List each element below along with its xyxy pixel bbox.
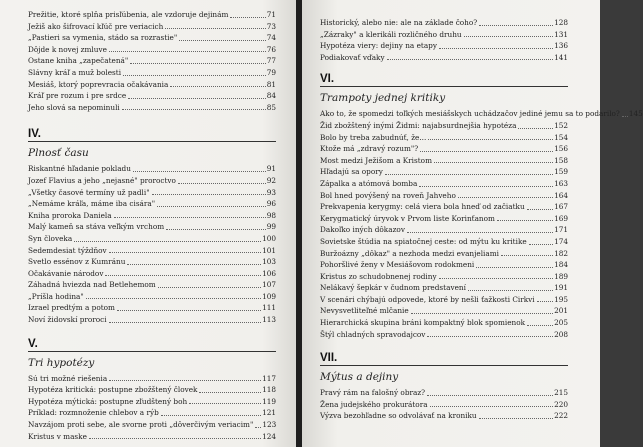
toc-entry bbox=[320, 317, 568, 329]
dot-leader bbox=[89, 431, 261, 440]
toc-page-number: 85 bbox=[266, 102, 276, 112]
toc-page-number: 79 bbox=[266, 67, 276, 77]
section-number: V. bbox=[28, 337, 38, 350]
toc-entry-title: Ktože má „zdravý rozum"? bbox=[320, 144, 419, 154]
toc-page-number: 169 bbox=[554, 213, 568, 223]
toc-page-number: 136 bbox=[554, 41, 568, 51]
toc-entry bbox=[320, 282, 568, 294]
toc-entry bbox=[28, 175, 276, 187]
toc-entry-title: Syn človeka bbox=[28, 233, 73, 243]
toc-entry-title: Výzva bezohľadne so odvolávať na kroniku bbox=[320, 411, 477, 421]
dot-leader bbox=[157, 198, 266, 207]
toc-entry bbox=[320, 248, 568, 260]
dot-leader bbox=[430, 399, 554, 408]
toc-entry-title: Nevysvetliteľné mlčanie bbox=[320, 306, 409, 316]
toc-page-number: 111 bbox=[262, 303, 276, 313]
dot-leader bbox=[189, 396, 261, 405]
toc-entry bbox=[320, 399, 568, 411]
dot-leader bbox=[152, 187, 266, 196]
toc-entry bbox=[320, 224, 568, 236]
toc-page-number: 107 bbox=[262, 280, 276, 290]
toc-entry-title: Bol hned povýšený na roveň Jahveho bbox=[320, 190, 456, 200]
toc-entry-title: V scenári chýbajú odpovede, ktoré by nešli ťažkosti Cirkvi bbox=[320, 294, 535, 304]
dot-leader bbox=[476, 259, 553, 268]
section-title: Plnosť času bbox=[28, 147, 89, 160]
toc-page-number: 208 bbox=[554, 329, 568, 339]
toc-entry-title: Podiakovať vďaky bbox=[320, 52, 385, 62]
toc-entry-title: Jeho slová sa nepominuli bbox=[28, 102, 120, 112]
dot-leader bbox=[419, 178, 553, 187]
toc-entry-title: Bolo by treba zabudnúť, že... bbox=[320, 132, 427, 142]
toc-entry bbox=[320, 108, 643, 120]
toc-entry bbox=[28, 90, 276, 102]
dot-leader bbox=[501, 248, 553, 257]
toc-entry-title: Hľadajú sa opory bbox=[320, 167, 383, 177]
dot-leader bbox=[529, 236, 553, 245]
dot-leader bbox=[109, 314, 261, 323]
dot-leader bbox=[518, 120, 553, 129]
section-rule bbox=[320, 86, 568, 87]
toc-entry bbox=[28, 198, 276, 210]
toc-page-number: 100 bbox=[262, 233, 276, 243]
toc-entry-title: Zápalka a atómová bomba bbox=[320, 178, 418, 188]
dot-leader bbox=[439, 271, 554, 280]
toc-page-number: 93 bbox=[266, 187, 276, 197]
dot-leader bbox=[133, 163, 266, 172]
left-toc-column bbox=[28, 0, 276, 442]
dot-leader bbox=[622, 108, 628, 117]
toc-entry bbox=[28, 256, 276, 268]
toc-entry bbox=[28, 396, 276, 408]
toc-entry bbox=[320, 305, 568, 317]
toc-entry bbox=[320, 52, 568, 64]
toc-entry-title: Kristus v maske bbox=[28, 431, 87, 441]
toc-page-number: 158 bbox=[554, 155, 568, 165]
toc-page-number: 92 bbox=[266, 175, 276, 185]
toc-page-number: 152 bbox=[554, 120, 568, 130]
toc-entry-title: Žena judejského prokurátora bbox=[320, 399, 428, 409]
toc-page-number: 71 bbox=[266, 10, 276, 19]
left-page bbox=[0, 0, 298, 447]
toc-page-number: 117 bbox=[262, 373, 276, 383]
toc-page-number: 76 bbox=[266, 44, 276, 54]
toc-entry bbox=[28, 67, 276, 79]
toc-entry bbox=[320, 201, 568, 213]
toc-page-number: 164 bbox=[554, 190, 568, 200]
dot-leader bbox=[427, 387, 553, 396]
toc-page-number: 222 bbox=[554, 411, 568, 421]
dot-leader bbox=[434, 155, 553, 164]
toc-page-number: 124 bbox=[262, 431, 276, 441]
toc-entry bbox=[320, 387, 568, 399]
toc-page-number: 184 bbox=[554, 260, 568, 270]
dot-leader bbox=[170, 79, 265, 88]
dot-leader bbox=[537, 294, 553, 303]
toc-page-number: 154 bbox=[554, 132, 568, 142]
dot-leader bbox=[385, 166, 553, 175]
toc-page-number: 131 bbox=[554, 29, 568, 39]
toc-entry bbox=[320, 155, 568, 167]
toc-entry bbox=[320, 120, 568, 132]
toc-entry bbox=[28, 221, 276, 233]
section-number: VII. bbox=[320, 352, 338, 365]
toc-entry-title: Záhadná hviezda nad Betlehemom bbox=[28, 280, 156, 290]
toc-entry-title: „Nemáme kráľa, máme iba cisára" bbox=[28, 199, 156, 209]
toc-page-number: 145 bbox=[628, 109, 643, 119]
toc-entry-title: Kniha proroka Daniela bbox=[28, 210, 112, 220]
toc-page-number: 101 bbox=[262, 245, 276, 255]
toc-page-number: 141 bbox=[554, 52, 568, 62]
section-rule bbox=[28, 351, 276, 352]
dot-leader bbox=[411, 305, 553, 314]
toc-entry bbox=[320, 259, 568, 271]
toc-entry bbox=[28, 407, 276, 419]
toc-page-number: 189 bbox=[554, 271, 568, 281]
toc-page-number: 171 bbox=[554, 225, 568, 235]
dot-leader bbox=[128, 90, 266, 99]
dot-leader bbox=[479, 17, 553, 26]
toc-page-number: 191 bbox=[554, 283, 568, 293]
toc-entry bbox=[320, 410, 568, 422]
toc-entry-title: Kráľ pre rozum i pre srdce bbox=[28, 91, 127, 101]
toc-entry bbox=[320, 213, 568, 225]
toc-page-number: 91 bbox=[266, 164, 276, 174]
toc-entry-title: Prekvapenia kerygmy: celá viera bola hneď od začiatku bbox=[320, 202, 525, 212]
toc-page-number: 77 bbox=[266, 56, 276, 66]
toc-page-number: 128 bbox=[554, 18, 568, 27]
toc-page-number: 103 bbox=[262, 257, 276, 267]
toc-entry-title: „Príšla hodina" bbox=[28, 291, 84, 301]
toc-page-number: 205 bbox=[554, 318, 568, 328]
toc-entry bbox=[28, 163, 276, 175]
toc-entry-title: Pohoršlivé ženy v Mesiášovom rodokmeni bbox=[320, 260, 475, 270]
toc-entry bbox=[28, 32, 276, 44]
toc-entry bbox=[28, 9, 276, 21]
toc-page-number: 113 bbox=[262, 315, 276, 325]
dot-leader bbox=[427, 329, 553, 338]
dot-leader bbox=[86, 291, 261, 300]
toc-entry-title: Hypotéza kritická: postupne zbožštený človek bbox=[28, 385, 198, 395]
dot-leader bbox=[123, 67, 266, 76]
toc-page-number: 99 bbox=[266, 222, 276, 232]
toc-entry-title: Kristus zo schudobnenej rodiny bbox=[320, 271, 437, 281]
toc-page-number: 167 bbox=[554, 202, 568, 212]
dot-leader bbox=[439, 40, 553, 49]
toc-entry-title: Očakávanie národov bbox=[28, 268, 104, 278]
toc-page-number: 201 bbox=[554, 306, 568, 316]
toc-page-number: 163 bbox=[554, 178, 568, 188]
section-rule bbox=[320, 365, 568, 366]
toc-entry-title: Sedemdesiat týždňov bbox=[28, 245, 107, 255]
dot-leader bbox=[428, 132, 553, 141]
dot-leader bbox=[130, 55, 265, 64]
dot-leader bbox=[527, 317, 553, 326]
section-number: VI. bbox=[320, 73, 335, 86]
section-number: IV. bbox=[28, 128, 42, 141]
dot-leader bbox=[109, 245, 261, 254]
section-rule bbox=[28, 141, 276, 142]
toc-entry-title: Štýl chladných spravodajcov bbox=[320, 329, 426, 339]
toc-page-number: 159 bbox=[554, 167, 568, 177]
dot-leader bbox=[161, 407, 261, 416]
toc-entry bbox=[28, 373, 276, 385]
toc-entry bbox=[320, 178, 568, 190]
toc-entry bbox=[28, 268, 276, 280]
dot-leader bbox=[179, 32, 266, 41]
toc-entry-title: Izrael predtým a potom bbox=[28, 303, 115, 313]
dot-leader bbox=[255, 419, 261, 428]
right-toc-column bbox=[320, 0, 643, 422]
toc-entry bbox=[28, 245, 276, 257]
dot-leader bbox=[464, 29, 553, 38]
dot-leader bbox=[407, 224, 553, 233]
toc-entry-title: Príklad: rozmnoženie chlebov a rýb bbox=[28, 408, 159, 418]
toc-entry bbox=[320, 132, 568, 144]
toc-entry-title: Most medzi Ježišom a Kristom bbox=[320, 155, 432, 165]
toc-entry-title: Navzájom proti sebe, ale svorne proti „dôverčivým veriacim" bbox=[28, 420, 254, 430]
dot-leader bbox=[178, 175, 266, 184]
toc-entry bbox=[28, 419, 276, 431]
toc-entry bbox=[28, 210, 276, 222]
dot-leader bbox=[105, 268, 261, 277]
toc-entry bbox=[28, 44, 276, 56]
toc-entry-title: „Všetky časové termíny už padli" bbox=[28, 187, 150, 197]
toc-entry bbox=[28, 279, 276, 291]
toc-entry-title: Noví židovskí proroci bbox=[28, 315, 107, 325]
dot-leader bbox=[199, 384, 261, 393]
toc-entry bbox=[28, 291, 276, 303]
toc-entry bbox=[28, 431, 276, 443]
toc-page-number: 96 bbox=[266, 199, 276, 209]
section-title: Tri hypotézy bbox=[28, 356, 95, 369]
toc-entry bbox=[320, 329, 568, 341]
toc-page-number: 109 bbox=[262, 291, 276, 301]
dot-leader bbox=[158, 279, 261, 288]
toc-page-number: 74 bbox=[266, 33, 276, 43]
toc-entry bbox=[28, 79, 276, 91]
toc-entry-title: Pravý rám na falošný obraz? bbox=[320, 388, 426, 398]
spacer bbox=[320, 340, 568, 351]
toc-entry bbox=[28, 21, 276, 33]
toc-entry-title: „Pastieri sa vymenia, stádo sa rozrastie" bbox=[28, 33, 178, 43]
toc-entry-title: Kerygmatický úryvok v Prvom liste Korinťanom bbox=[320, 213, 495, 223]
toc-entry-title: Ježiš ako šifrovací kľúč pre veriacich bbox=[28, 21, 164, 31]
toc-page-number: 123 bbox=[262, 420, 277, 430]
toc-page-number: 174 bbox=[554, 236, 568, 246]
toc-entry-title: Sovietske štúdia na spiatočnej ceste: od mýtu ku kritike bbox=[320, 236, 527, 246]
spacer bbox=[28, 113, 276, 127]
toc-entry-title: Buržoázny „dôkaz" a nezhoda medzi evanjeliami bbox=[320, 248, 499, 258]
spacer bbox=[28, 0, 276, 9]
toc-entry-title: Dakoľko iných dôkazov bbox=[320, 225, 405, 235]
toc-entry-title: Malý kameň sa stáva veľkým vrchom bbox=[28, 222, 165, 232]
dot-leader bbox=[479, 410, 553, 419]
dot-leader bbox=[468, 282, 553, 291]
toc-entry-title: Prežitie, ktoré splňa prisľúbenia, ale vzdoruje dejinám bbox=[28, 10, 229, 19]
toc-page-number: 73 bbox=[266, 21, 276, 31]
toc-entry bbox=[320, 143, 568, 155]
dot-leader bbox=[458, 190, 553, 199]
toc-entry bbox=[28, 314, 276, 326]
toc-entry bbox=[320, 17, 568, 29]
dot-leader bbox=[74, 233, 261, 242]
toc-entry-title: Jozef Flavius a jeho „nejasné" proroctvo bbox=[28, 175, 176, 185]
toc-entry bbox=[320, 294, 568, 306]
toc-page-number: 121 bbox=[262, 408, 276, 418]
toc-entry bbox=[28, 102, 276, 114]
toc-entry bbox=[320, 236, 568, 248]
toc-entry bbox=[28, 55, 276, 67]
toc-entry bbox=[320, 190, 568, 202]
spacer bbox=[320, 63, 568, 72]
dot-leader bbox=[122, 102, 266, 111]
toc-page-number: 81 bbox=[266, 79, 276, 89]
dot-leader bbox=[387, 52, 553, 61]
dot-leader bbox=[166, 221, 266, 230]
toc-entry-title: Mesiáš, ktorý poprevracia očakávania bbox=[28, 79, 169, 89]
toc-entry-title: Hypotéza viery: dejiny na etapy bbox=[320, 41, 437, 51]
dot-leader bbox=[109, 373, 261, 382]
toc-entry-title: „Zázraky" a klerikáli rozličného druhu bbox=[320, 29, 462, 39]
toc-page-number: 215 bbox=[554, 388, 568, 398]
toc-page-number: 195 bbox=[554, 294, 568, 304]
toc-entry-title: Dôjde k novej zmluve bbox=[28, 44, 107, 54]
toc-page-number: 84 bbox=[266, 91, 276, 101]
dot-leader bbox=[420, 143, 553, 152]
toc-entry-title: Riskantné hľadanie pokladu bbox=[28, 164, 131, 174]
toc-entry-title: Slávny kráľ a muž bolesti bbox=[28, 67, 122, 77]
toc-entry-title: Ostane kniha „zapečatená" bbox=[28, 56, 129, 66]
toc-page-number: 182 bbox=[554, 248, 568, 258]
toc-entry-title: Hierarchická skupina bráni kompaktný blok spomienok bbox=[320, 318, 526, 328]
toc-entry-title: Svetlo essénov z Kumránu bbox=[28, 257, 126, 267]
toc-entry bbox=[320, 29, 568, 41]
toc-entry bbox=[28, 384, 276, 396]
toc-entry bbox=[28, 302, 276, 314]
toc-page-number: 156 bbox=[554, 144, 568, 154]
toc-entry bbox=[320, 271, 568, 283]
right-page bbox=[302, 0, 643, 447]
dot-leader bbox=[114, 210, 266, 219]
toc-page-number: 98 bbox=[266, 210, 276, 220]
section-title: Trampoty jednej kritiky bbox=[320, 92, 446, 105]
dot-leader bbox=[230, 9, 265, 18]
dot-leader bbox=[527, 201, 553, 210]
dot-leader bbox=[127, 256, 261, 265]
toc-entry-title: Ako to, že spomedzi toľkých mesiášskych uchádzačov jediné jemu sa to podarilo? bbox=[320, 109, 620, 119]
section-title: Mýtus a dejiny bbox=[320, 371, 399, 384]
toc-page-number: 119 bbox=[262, 396, 276, 406]
toc-entry bbox=[320, 40, 568, 52]
toc-entry bbox=[320, 166, 568, 178]
toc-entry bbox=[28, 187, 276, 199]
dot-leader bbox=[109, 44, 266, 53]
dot-leader bbox=[497, 213, 553, 222]
dot-leader bbox=[165, 21, 265, 30]
toc-entry-title: Nelákavý šepkár v čudnom predstavení bbox=[320, 283, 466, 293]
spacer bbox=[320, 0, 568, 17]
dot-leader bbox=[117, 302, 261, 311]
toc-page-number: 118 bbox=[262, 385, 276, 395]
toc-entry-title: Žid zbožštený inými Židmi: najabsurdnejšia hypotéza bbox=[320, 120, 517, 130]
toc-entry-title: Historický, alebo nie: ale na základe čoho? bbox=[320, 18, 478, 27]
toc-entry-title: Hypotéza mýtická: postupne zľudštený boh bbox=[28, 396, 188, 406]
toc-entry-title: Sú tri možné riešenia bbox=[28, 373, 108, 383]
toc-page-number: 220 bbox=[554, 399, 568, 409]
spacer bbox=[28, 326, 276, 337]
toc-entry bbox=[28, 233, 276, 245]
toc-page-number: 106 bbox=[262, 268, 276, 278]
